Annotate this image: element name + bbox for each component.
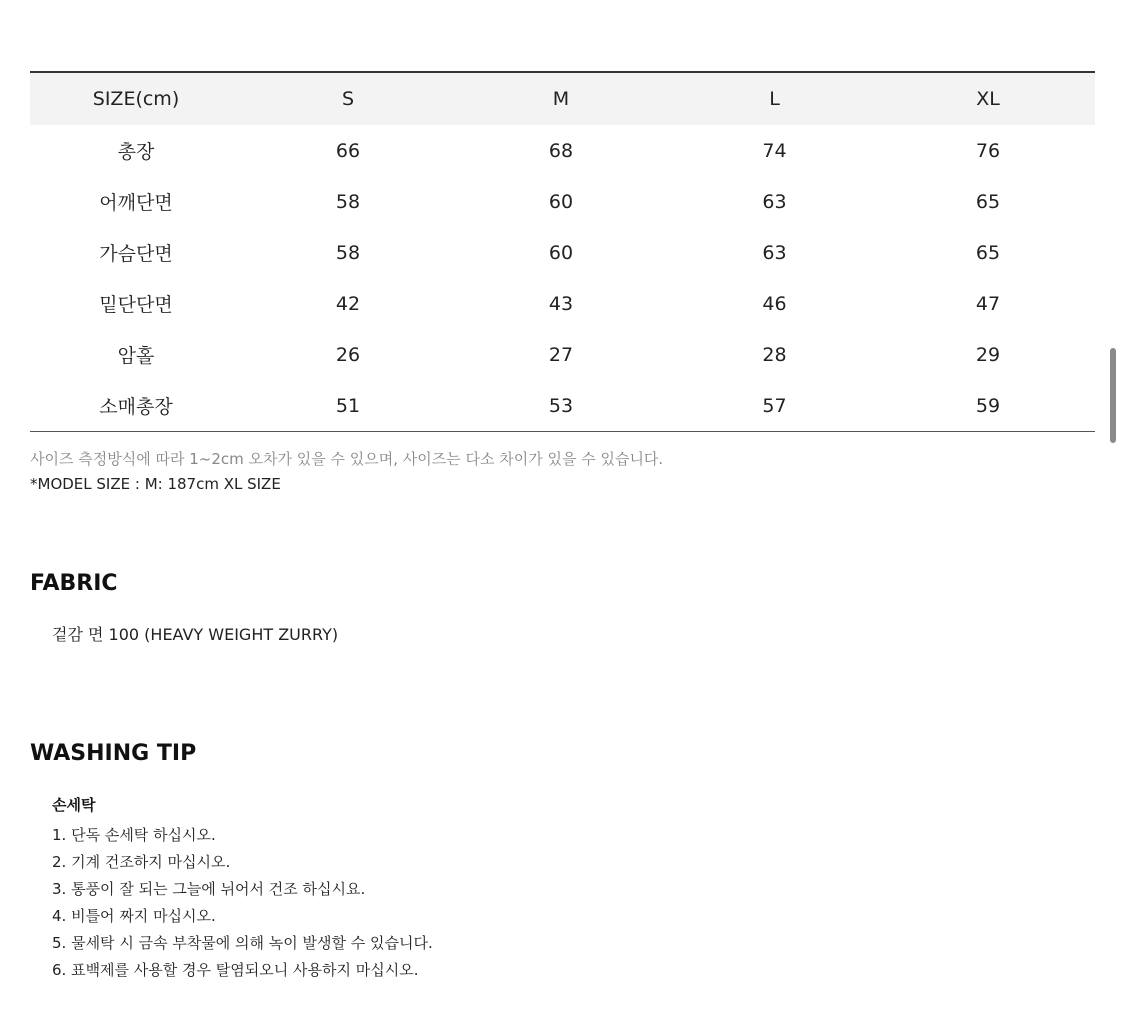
row-label: 암홀 [117,345,155,367]
cell-value: 26 [335,343,361,366]
table-row [30,125,1095,176]
washing-tip-title: WASHING TIP [30,741,197,766]
list-item: 5. 물세탁 시 금속 부착물에 의해 녹이 발생할 수 있습니다. [52,934,433,952]
list-item: 4. 비틀어 짜지 마십시오. [52,907,216,925]
cell-value: 53 [548,394,574,417]
cell-value: 58 [335,241,361,264]
cell-value: 65 [975,190,1001,213]
size-table-header-row [30,72,1095,125]
washing-instructions-list [52,822,433,984]
fabric-composition: 겉감 면 100 (HEAVY WEIGHT ZURRY) [52,625,339,644]
table-row [30,176,1095,227]
header-size-xl: XL [976,88,1000,110]
cell-value: 42 [335,292,361,315]
row-label: 밑단단면 [99,294,173,316]
cell-value: 51 [335,394,361,417]
table-row [30,329,1095,380]
row-label: 총장 [117,141,155,163]
cell-value: 63 [762,241,787,264]
table-row [30,278,1095,329]
size-measurement-note: 사이즈 측정방식에 따라 1~2cm 오차가 있을 수 있으며, 사이즈는 다소 차이가 있을 수 있습니다. [30,450,664,468]
cell-value: 59 [975,394,1001,417]
size-table [30,71,1095,432]
cell-value: 60 [548,190,574,213]
cell-value: 65 [975,241,1001,264]
cell-value: 29 [975,343,1001,366]
model-size-note: *MODEL SIZE : M: 187cm XL SIZE [30,475,281,493]
list-item: 1. 단독 손세탁 하십시오. [52,826,216,844]
cell-value: 74 [762,139,787,162]
cell-value: 66 [335,139,361,162]
cell-value: 76 [975,139,1001,162]
row-label: 가슴단면 [99,243,173,265]
cell-value: 57 [762,394,787,417]
list-item: 6. 표백제를 사용할 경우 탈염되오니 사용하지 마십시오. [52,961,419,979]
header-size-l: L [769,88,780,110]
list-item: 2. 기계 건조하지 마십시오. [52,853,231,871]
washing-method-heading: 손세탁 [52,796,96,814]
row-label: 소매총장 [99,396,173,418]
cell-value: 58 [335,190,361,213]
cell-value: 63 [762,190,787,213]
cell-value: 27 [548,343,574,366]
header-size-label: SIZE(cm) [92,88,180,110]
cell-value: 68 [548,139,574,162]
fabric-title: FABRIC [30,571,118,596]
cell-value: 46 [762,292,787,315]
cell-value: 47 [975,292,1001,315]
header-size-m: M [552,88,570,110]
list-item: 3. 통풍이 잘 되는 그늘에 뉘어서 건조 하십시요. [52,880,366,898]
header-size-s: S [341,88,355,110]
table-row [30,227,1095,278]
row-label: 어깨단면 [99,192,173,214]
cell-value: 60 [548,241,574,264]
scrollbar-thumb[interactable] [1110,348,1116,443]
cell-value: 28 [762,343,787,366]
table-row [30,380,1095,432]
cell-value: 43 [548,292,574,315]
